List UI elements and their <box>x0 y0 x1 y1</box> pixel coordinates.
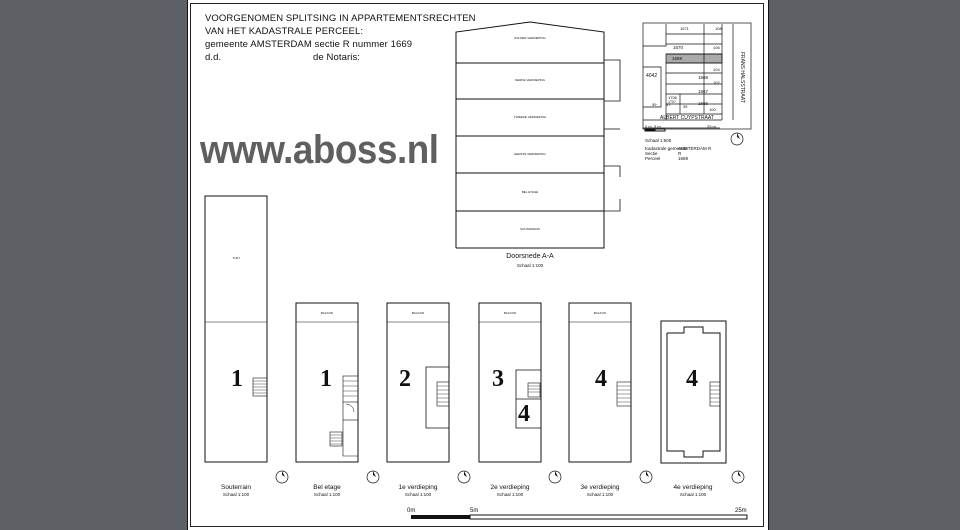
title-line-4-right: de Notaris: <box>313 52 361 63</box>
plan-caption-2e: 2e verdieping <box>490 484 530 491</box>
title-line-4-left: d.d. <box>205 52 222 63</box>
room-label-balkon-2e: BALKON <box>503 311 517 315</box>
parcel-1669: 1669 <box>672 56 683 61</box>
street-albert-cuypstraat: ALBERT CUYPSTRAAT <box>660 115 714 121</box>
house-35: 35 <box>683 104 688 109</box>
info-value-sectie: R <box>678 151 682 156</box>
cadastral-map <box>643 23 751 129</box>
plan-scale-3e: Schaal 1:100 <box>586 492 614 497</box>
north-arrows <box>276 133 744 483</box>
unit-number-3e: 4 <box>595 366 607 392</box>
map-scale-bar-dark <box>645 129 655 131</box>
plan-caption-bel: Bel etage <box>313 484 341 491</box>
plan-caption-1e: 1e verdieping <box>398 484 438 491</box>
title-line-1: VOORGENOMEN SPLITSING IN APPARTEMENTSRECHTEN <box>205 13 476 24</box>
house-39: 39 <box>652 102 657 107</box>
unit-number-1e: 2 <box>399 366 411 392</box>
parcel-1667: 1667 <box>698 89 709 94</box>
house-102: 102 <box>713 80 720 85</box>
section-drawing <box>456 22 620 248</box>
unit-number-2e-b: 4 <box>518 401 530 427</box>
map-scale-5: 5 m <box>654 124 661 129</box>
street-frans-halsstraat: FRANS HALSSTRAAT <box>739 52 745 103</box>
plan-caption-souterrain: Souterrain <box>221 484 251 491</box>
info-value-perceel: 1669 <box>678 156 689 161</box>
map-scale-25: 25 m <box>707 124 716 129</box>
map-scale-0: 0 m <box>645 124 652 129</box>
scale-bar <box>411 515 747 519</box>
plan-scale-2e: Schaal 1:100 <box>496 492 524 497</box>
parcel-1668: 1668 <box>698 75 709 80</box>
info-label-gemeente: Kadastrale gemeente <box>645 146 688 151</box>
watermark-text: www.aboss.nl <box>200 128 439 172</box>
room-label-balkon-1e: BALKON <box>411 311 425 315</box>
house-108: 108 <box>715 26 722 31</box>
parcel-1671: 1671 <box>680 26 689 31</box>
unit-number-2e: 3 <box>492 366 504 392</box>
section-caption: Doorsnede A-A <box>506 253 554 260</box>
unit-number-4e: 4 <box>686 366 698 392</box>
plan-scale-1e: Schaal 1:100 <box>404 492 432 497</box>
plan-caption-3e: 3e verdieping <box>580 484 620 491</box>
plan-scale-bel: Schaal 1:100 <box>313 492 341 497</box>
floor-label-bel: BEL ETAGE <box>521 190 539 194</box>
plan-2e-verdieping <box>479 303 541 462</box>
scale-tick-5: 5m <box>470 508 479 514</box>
info-label-sectie: Sectie <box>645 151 658 156</box>
room-label-tuin: TUIN <box>232 256 240 260</box>
house-37: 37 <box>666 102 671 107</box>
floor-label-zolder: ZOLDER VERDIEPING <box>514 36 546 40</box>
map-scale: Schaal 1:500 <box>645 138 672 143</box>
map-scale-bar-light <box>655 129 665 131</box>
floor-label-derde: DERDE VERDIEPING <box>515 78 545 82</box>
title-line-2: VAN HET KADASTRALE PERCEEL: <box>205 26 364 37</box>
plan-1e-verdieping <box>387 303 449 462</box>
house-106: 106 <box>713 45 720 50</box>
floor-label-tweede: TWEEDE VERDIEPING <box>513 115 547 119</box>
parcel-1670: 1670 <box>673 45 684 50</box>
floor-label-eerste: EERSTE VERDIEPING <box>514 152 546 156</box>
plan-souterrain <box>205 196 267 462</box>
plan-scale-4e: Schaal 1:100 <box>679 492 707 497</box>
unit-number-bel: 1 <box>320 366 332 392</box>
info-label-perceel: Perceel <box>645 156 661 161</box>
floor-label-souterrain: SOUTERRAIN <box>520 227 540 231</box>
parcel-1707: 1707 <box>668 100 676 104</box>
plan-caption-4e: 4e verdieping <box>673 484 713 491</box>
section-scale: Schaal 1:100 <box>516 263 544 268</box>
scale-tick-25: 25m <box>735 508 747 514</box>
title-line-3: gemeente AMSTERDAM sectie R nummer 1669 <box>205 39 413 50</box>
room-label-balkon-3e: BALKON <box>593 311 607 315</box>
scale-tick-0: 0m <box>407 508 416 514</box>
parcel-1706: 1706 <box>668 95 677 100</box>
parcel-1666: 1666 <box>698 101 709 106</box>
house-104: 104 <box>713 67 720 72</box>
unit-number-souterrain: 1 <box>231 366 243 392</box>
parcel-4042: 4042 <box>646 73 658 79</box>
info-value-gemeente: AMSTERDAM R <box>678 146 712 151</box>
plan-scale-souterrain: Schaal 1:100 <box>222 492 250 497</box>
room-label-balkon-bel: BALKON <box>320 311 334 315</box>
house-100: 100 <box>709 107 716 112</box>
